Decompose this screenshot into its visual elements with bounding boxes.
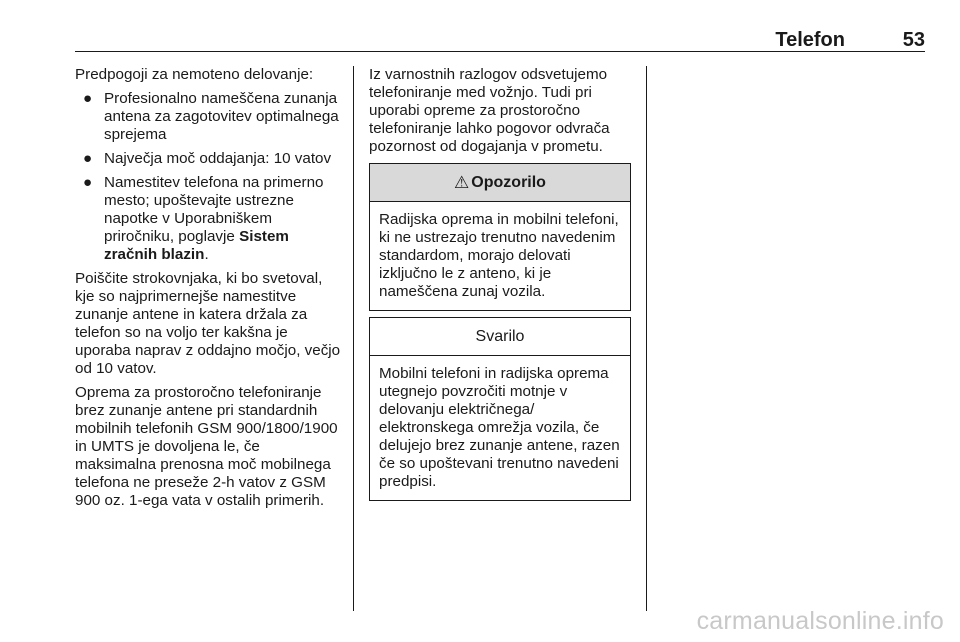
bullet-icon: ● (83, 90, 93, 107)
bullet-icon: ● (83, 174, 93, 191)
intro-text: Predpogoji za nemoteno delovanje: (75, 66, 314, 83)
page-number: 53 (902, 29, 925, 51)
list-item-text: Največja moč oddajanja: 10 vatov (104, 150, 332, 167)
right-column (369, 66, 631, 156)
paragraph-safety: Iz varnostnih razlogov odsvetujemo telefoniranje med vožnjo. Tudi pri uporabi opreme za prostoročno telefoniranje lahko pogovor odvrača pozornost od dogajanja v prometu. (369, 66, 610, 155)
list-item (75, 174, 345, 264)
bullet-icon: ● (83, 150, 93, 167)
watermark: carmanualsonline.info (696, 607, 944, 635)
paragraph-handsfree-rules: Oprema za prostoročno telefoniranje brez zunanje antene pri standardnih mobilnih telefonih GSM 900/1800/1900 in UMTS je dovoljena le, če maksimalna prenosna moč mobilnega telefona ne preseže 2-h vatov z GSM 900 oz. 1-ega vata v ostalih primerih. (75, 384, 338, 509)
list-item (75, 150, 345, 168)
warning-box (369, 163, 631, 311)
warning-box-header (370, 164, 630, 202)
section-title: Telefon (775, 29, 845, 51)
requirements-list (75, 90, 345, 264)
caution-title: Svarilo (475, 327, 525, 345)
page-header (75, 27, 925, 52)
warning-body: Radijska oprema in mobilni telefoni, ki ne ustrezajo trenutno navedenim standardom, morajo delovati izključno le z anteno, ki je nameščena zunaj vozila. (379, 211, 619, 300)
paragraph-antenna-advice: Poiščite strokovnjaka, ki bo svetoval, kje so najprimernejše namestitve zunanje antene in katera držala za telefon so na voljo ter kakšna je uporaba naprav z oddajno močjo, večjo od 10 vatov. (75, 270, 341, 377)
list-item-text: Profesionalno nameščena zunanja antena za zagotovitev optimalnega sprejema (104, 90, 339, 143)
left-column (75, 66, 345, 516)
caution-box (369, 317, 631, 501)
caution-box-header (370, 318, 630, 356)
list-item (75, 90, 345, 144)
list-item-end: . (204, 246, 209, 263)
warning-title: Opozorilo (471, 173, 546, 191)
warning-triangle-icon: ⚠ (454, 172, 470, 192)
airbag-system-reference: Sistem zračnih blazin (104, 228, 289, 263)
list-item-text: Namestitev telefona na primerno mesto; upoštevajte ustrezne napotke v Uporabniškem priročniku, poglavje (104, 174, 324, 245)
column-divider-right (646, 66, 647, 611)
caution-body: Mobilni telefoni in radijska oprema utegnejo povzročiti motnje v delovanju električnega/ elektronskega omrežja vozila, če delujejo brez zunanje antene, razen če so upoštevani trenutno navedeni predpisi. (379, 365, 620, 490)
column-divider (353, 66, 354, 611)
